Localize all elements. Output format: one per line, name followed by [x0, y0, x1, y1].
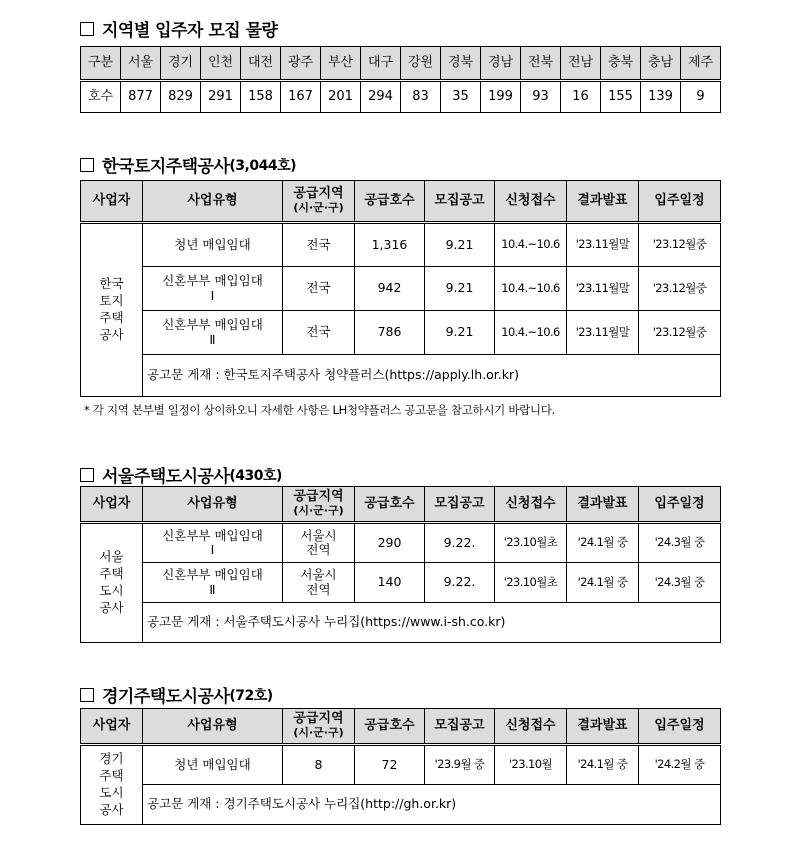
regional-count-row: [81, 81, 721, 113]
sh-operator: 서울 주택 도시 공사: [81, 523, 143, 643]
row-type: 청년 매입임대: [143, 745, 283, 785]
row-move-in: '23.12월중: [639, 311, 721, 355]
row-units: 140: [355, 563, 425, 603]
row-region-line2: 전역: [306, 581, 331, 597]
regional-heading: [80, 16, 277, 41]
lh-notice-link[interactable]: 공고문 게재 : 한국토지주택공사 청약플러스(https://apply.lh.or.kr): [143, 355, 721, 397]
checkbox-icon: [80, 158, 94, 172]
gh-title: 경기주택도시공사: [102, 687, 230, 707]
col-region-line2: (시·군·구): [293, 201, 344, 215]
row-notice: 9.22.: [425, 523, 495, 563]
row-move-in: '24.3월 중: [639, 523, 721, 563]
row-type-line2: Ⅱ: [209, 581, 216, 597]
regional-row-header: 구분: [81, 47, 121, 81]
row-apply: 10.4.~10.6: [495, 267, 567, 311]
row-type: [143, 311, 283, 355]
col-region-line1: 공급지역: [293, 489, 344, 505]
checkbox-icon: [80, 688, 94, 702]
row-type-line2: Ⅰ: [210, 287, 215, 303]
gh-notice-link[interactable]: 공고문 게재 : 경기주택도시공사 누리집(http://gh.or.kr): [143, 785, 721, 825]
region-name: 인천: [201, 47, 241, 81]
region-count: 829: [161, 81, 201, 113]
region-count: 877: [121, 81, 161, 113]
col-region-line2: (시·군·구): [293, 726, 344, 740]
row-apply: '23.10월초: [495, 523, 567, 563]
row-move-in: '24.2월 중: [639, 745, 721, 785]
col-region: [283, 487, 355, 523]
row-type-line2: Ⅱ: [209, 331, 216, 347]
col-apply: 신청접수: [495, 709, 567, 745]
table-row: [81, 355, 721, 397]
row-region-line2: 전역: [306, 542, 331, 557]
col-operator: 사업자: [81, 487, 143, 523]
lh-table: [80, 180, 721, 397]
table-row: [81, 223, 721, 267]
regional-header-row: [81, 47, 721, 81]
lh-heading: [80, 152, 296, 177]
sh-count: (430호): [229, 467, 282, 484]
table-row: [81, 311, 721, 355]
region-name: 강원: [401, 47, 441, 81]
col-move-in: 입주일정: [639, 181, 721, 223]
sh-table: [80, 486, 721, 643]
region-name: 대전: [241, 47, 281, 81]
table-row: [81, 785, 721, 825]
row-units: 1,316: [355, 223, 425, 267]
col-type: 사업유형: [143, 709, 283, 745]
row-units: 72: [355, 745, 425, 785]
col-move-in: 입주일정: [639, 709, 721, 745]
row-apply: '23.10월초: [495, 563, 567, 603]
row-type: 청년 매입임대: [143, 223, 283, 267]
col-apply: 신청접수: [495, 487, 567, 523]
row-type: [143, 563, 283, 603]
sh-header-row: [81, 487, 721, 523]
col-region-line1: 공급지역: [293, 186, 344, 202]
row-result: '24.1월 중: [567, 563, 639, 603]
table-row: [81, 745, 721, 785]
row-region: 전국: [283, 223, 355, 267]
region-name: 경북: [441, 47, 481, 81]
col-result: 결과발표: [567, 487, 639, 523]
regional-value-label: 호수: [81, 81, 121, 113]
lh-header-row: [81, 181, 721, 223]
row-move-in: '23.12월중: [639, 267, 721, 311]
col-region: [283, 709, 355, 745]
region-count: 294: [361, 81, 401, 113]
lh-footnote: * 각 지역 본부별 일정이 상이하오니 자세한 사항은 LH청약플러스 공고문을 참고하시기 바랍니다.: [84, 403, 555, 417]
region-name: 광주: [281, 47, 321, 81]
gh-operator: 경기 주택 도시 공사: [81, 745, 143, 825]
row-region: [283, 563, 355, 603]
lh-operator: 한국 토지 주택 공사: [81, 223, 143, 397]
row-result: '24.1월 중: [567, 523, 639, 563]
region-count: 199: [481, 81, 521, 113]
col-type: 사업유형: [143, 487, 283, 523]
row-region-line1: 서울시: [300, 527, 337, 543]
region-name: 제주: [681, 47, 721, 81]
row-notice: 9.21: [425, 267, 495, 311]
col-region-line2: (시·군·구): [293, 504, 344, 518]
row-type-line2: Ⅰ: [210, 542, 215, 557]
row-type-line1: 신혼부부 매입임대: [162, 317, 263, 333]
region-count: 139: [641, 81, 681, 113]
col-region: [283, 181, 355, 223]
row-notice: 9.22.: [425, 563, 495, 603]
row-type: [143, 267, 283, 311]
row-result: '23.11월말: [567, 311, 639, 355]
row-apply: 10.4.~10.6: [495, 223, 567, 267]
row-notice: 9.21: [425, 223, 495, 267]
gh-count: (72호): [229, 687, 273, 704]
col-operator: 사업자: [81, 181, 143, 223]
region-count: 9: [681, 81, 721, 113]
row-units: 942: [355, 267, 425, 311]
region-name: 대구: [361, 47, 401, 81]
region-count: 201: [321, 81, 361, 113]
row-move-in: '24.3월 중: [639, 563, 721, 603]
region-count: 167: [281, 81, 321, 113]
sh-heading: [80, 462, 282, 487]
checkbox-icon: [80, 468, 94, 482]
col-result: 결과발표: [567, 181, 639, 223]
region-name: 전북: [521, 47, 561, 81]
col-notice: 모집공고: [425, 487, 495, 523]
gh-header-row: [81, 709, 721, 745]
region-name: 서울: [121, 47, 161, 81]
row-region: 8: [283, 745, 355, 785]
row-region: 전국: [283, 311, 355, 355]
region-count: 16: [561, 81, 601, 113]
regional-title: 지역별 입주자 모집 물량: [102, 21, 278, 41]
region-name: 전남: [561, 47, 601, 81]
col-units: 공급호수: [355, 487, 425, 523]
sh-notice-link[interactable]: 공고문 게재 : 서울주택도시공사 누리집(https://www.i-sh.co.kr): [143, 603, 721, 643]
region-name: 경기: [161, 47, 201, 81]
row-type-line1: 신혼부부 매입임대: [162, 273, 263, 289]
row-type: [143, 523, 283, 563]
col-region-line1: 공급지역: [293, 711, 344, 727]
region-count: 158: [241, 81, 281, 113]
row-result: '24.1월 중: [567, 745, 639, 785]
region-name: 부산: [321, 47, 361, 81]
col-units: 공급호수: [355, 181, 425, 223]
row-region-line1: 서울시: [300, 567, 337, 583]
row-result: '23.11월말: [567, 223, 639, 267]
row-region: [283, 523, 355, 563]
col-notice: 모집공고: [425, 181, 495, 223]
checkbox-icon: [80, 22, 94, 36]
gh-table: [80, 708, 721, 825]
row-apply: 10.4.~10.6: [495, 311, 567, 355]
col-apply: 신청접수: [495, 181, 567, 223]
lh-count: (3,044호): [229, 157, 296, 174]
lh-title: 한국토지주택공사: [102, 157, 230, 177]
col-notice: 모집공고: [425, 709, 495, 745]
region-count: 35: [441, 81, 481, 113]
row-units: 786: [355, 311, 425, 355]
region-count: 83: [401, 81, 441, 113]
col-units: 공급호수: [355, 709, 425, 745]
col-type: 사업유형: [143, 181, 283, 223]
row-move-in: '23.12월중: [639, 223, 721, 267]
col-result: 결과발표: [567, 709, 639, 745]
table-row: [81, 523, 721, 563]
row-notice: '23.9월 중: [425, 745, 495, 785]
row-type-line1: 신혼부부 매입임대: [162, 527, 263, 543]
col-operator: 사업자: [81, 709, 143, 745]
region-name: 충북: [601, 47, 641, 81]
table-row: [81, 267, 721, 311]
row-result: '23.11월말: [567, 267, 639, 311]
region-name: 충남: [641, 47, 681, 81]
row-type-line1: 신혼부부 매입임대: [162, 567, 263, 583]
row-notice: 9.21: [425, 311, 495, 355]
table-row: [81, 603, 721, 643]
row-apply: '23.10월: [495, 745, 567, 785]
row-region: 전국: [283, 267, 355, 311]
regional-table: [80, 46, 721, 113]
row-units: 290: [355, 523, 425, 563]
region-count: 93: [521, 81, 561, 113]
table-row: [81, 563, 721, 603]
region-count: 291: [201, 81, 241, 113]
col-move-in: 입주일정: [639, 487, 721, 523]
region-name: 경남: [481, 47, 521, 81]
region-count: 155: [601, 81, 641, 113]
sh-title: 서울주택도시공사: [102, 467, 230, 487]
gh-heading: [80, 682, 273, 707]
